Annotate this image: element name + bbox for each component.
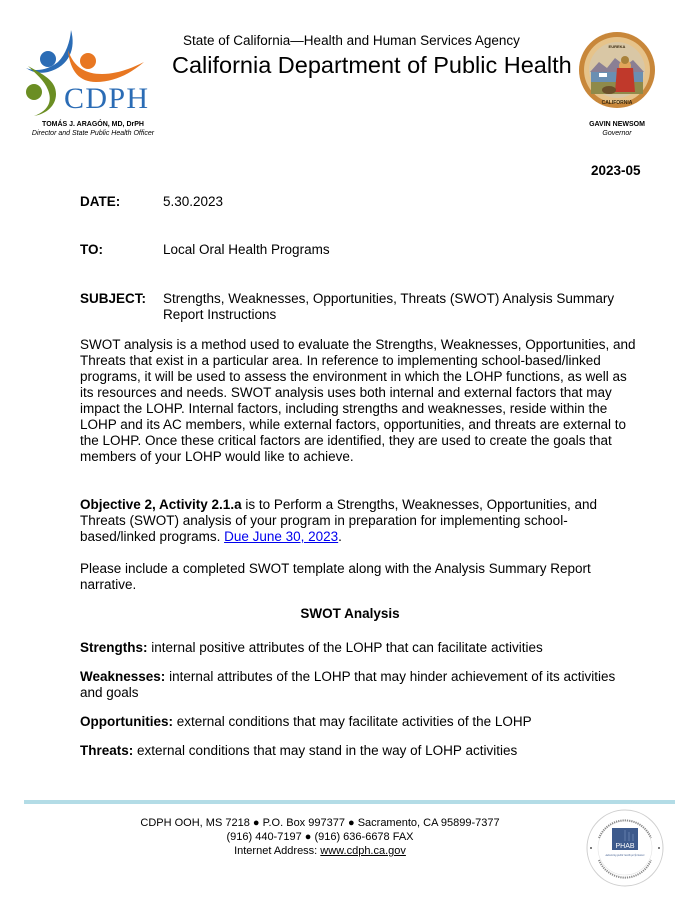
governor-name: GAVIN NEWSOM — [589, 121, 645, 128]
website-link[interactable]: www.cdph.ca.gov — [320, 845, 406, 857]
phab-text: PHAB — [615, 843, 635, 850]
department-name: California Department of Public Health — [172, 52, 572, 78]
governor-title: Governor — [602, 130, 632, 137]
agency-line: State of California—Health and Human Services Agency — [183, 33, 520, 48]
subject-label: SUBJECT: — [80, 291, 147, 306]
phab-accreditation-seal — [585, 808, 665, 888]
director-title: Director and State Public Health Officer — [31, 130, 155, 137]
date-value: 5.30.2023 — [163, 194, 224, 209]
objective-label: Objective 2, Activity 2.1.a — [80, 497, 242, 512]
include-paragraph: Please include a completed SWOT template along with the Analysis Summary Report narrative. — [80, 561, 591, 592]
footer-contact — [100, 816, 540, 858]
logo-orange-figure — [68, 50, 144, 82]
seal-bottom-text: CALIFORNIA — [601, 100, 633, 106]
swot-definition: external conditions that may stand in the way of LOHP activities — [133, 743, 518, 758]
swot-definition: internal positive attributes of the LOHP that can facilitate activities — [147, 640, 543, 655]
swot-term: Threats: — [80, 743, 134, 758]
objective-paragraph — [80, 497, 640, 545]
subject-value: Strengths, Weaknesses, Opportunities, Threats (SWOT) Analysis Summary Report Instructions — [163, 291, 615, 322]
seal-motto: EUREKA — [608, 44, 626, 49]
document-number: 2023-05 — [591, 163, 641, 178]
phab-tagline: Advancing public health performance — [605, 854, 645, 857]
footer-internet — [100, 844, 540, 858]
footer-divider — [24, 800, 675, 804]
swot-definition: external conditions that may facilitate activities of the LOHP — [173, 714, 532, 729]
cdph-logo — [24, 28, 154, 118]
objective-text: is to Perform a Strengths, Weaknesses, Opportunities, and Threats (SWOT) analysis of your program in preparation for implementing school-based/linked programs. — [80, 497, 598, 544]
logo-green-head — [26, 84, 42, 100]
objective-end: . — [338, 529, 342, 544]
governor-block — [565, 120, 669, 138]
swot-term: Strengths: — [80, 640, 148, 655]
logo-blue-head — [40, 51, 56, 67]
swot-heading: SWOT Analysis — [300, 606, 400, 621]
date-label: DATE: — [80, 194, 121, 209]
swot-item-weaknesses — [80, 669, 640, 701]
due-date-link[interactable]: Due June 30, 2023 — [224, 529, 339, 544]
logo-text: CDPH — [64, 82, 148, 115]
internet-label: Internet Address: — [234, 845, 321, 857]
to-value: Local Oral Health Programs — [163, 242, 330, 257]
swot-item-threats — [80, 743, 640, 759]
state-seal — [577, 30, 657, 114]
swot-term: Opportunities: — [80, 714, 173, 729]
to-label: TO: — [80, 242, 103, 257]
director-name: TOMÁS J. ARAGÓN, MD, DrPH — [42, 121, 144, 128]
intro-paragraph: SWOT analysis is a method used to evaluate the Strengths, Weaknesses, Opportunities, and Threats that exist in a particular area. In reference to implementing school-based/linked programs, it will be used to assess the environment in which the LOHP functions, as well as its resources and needs. SWOT analysis uses both internal and external factors that may impact the LOHP. Internal factors, including strengths and weaknesses, reside within the LOHP and its AC members, while external factors, opportunities, and threats are external to the LOHP. Once these critical factors are identified, they are used to create the goals that members of your LOHP would like to achieve. — [80, 337, 636, 464]
footer-address: CDPH OOH, MS 7218 ● P.O. Box 997377 ● Sacramento, CA 95899-7377 — [140, 817, 500, 829]
director-block — [18, 120, 168, 138]
swot-term: Weaknesses: — [80, 669, 166, 684]
logo-orange-head — [80, 53, 96, 69]
swot-definition: internal attributes of the LOHP that may hinder achievement of its activities and goals — [80, 669, 616, 700]
swot-item-opportunities — [80, 714, 640, 730]
swot-item-strengths — [80, 640, 640, 656]
footer-phone: (916) 440-7197 ● (916) 636-6678 FAX — [226, 831, 414, 843]
